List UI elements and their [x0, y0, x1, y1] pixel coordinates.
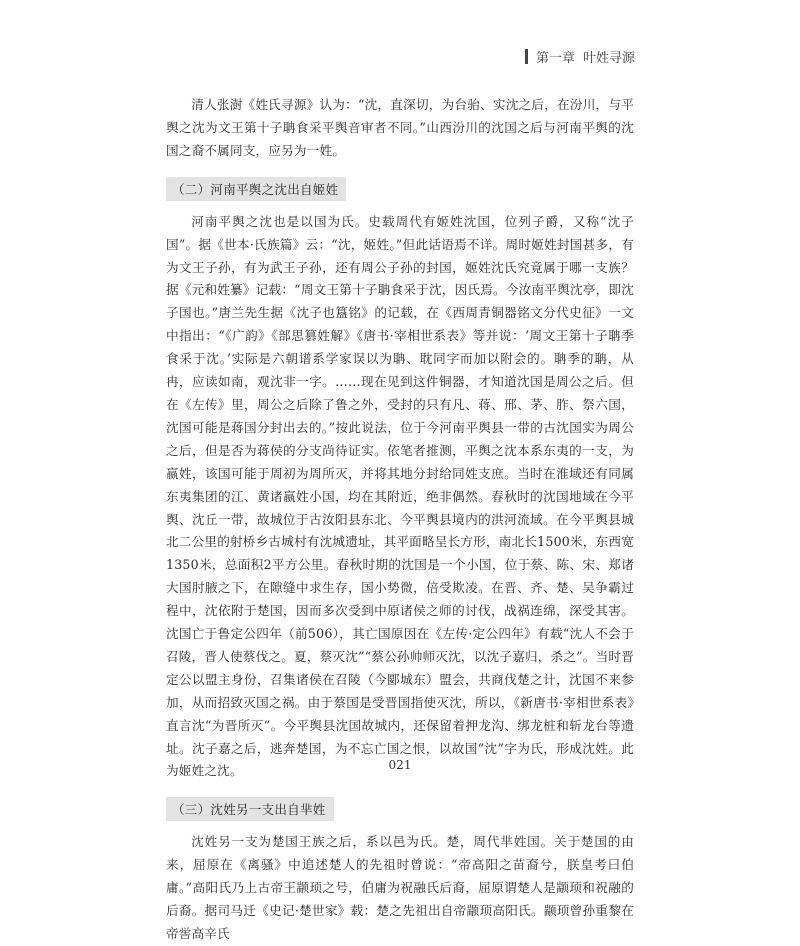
intro-paragraph: 清人张澍《姓氏寻源》认为：“沈，直深切，为台骀、实沈之后，在汾川，与平舆之沈为文王第十子聃食采平舆音审者不同。”山西汾川的沈国之后与河南平舆的沈国之裔不属同支，应另为一姓。: [166, 97, 634, 158]
chapter-title: 叶姓寻源: [582, 51, 635, 66]
running-header: [525, 47, 635, 66]
body-paragraph: 沈姓另一支为楚国王族之后，系以邑为氏。楚，周代芈姓国。关于楚国的由来，屈原在《离骚》中追述楚人的先祖时曾说：“帝高阳之苗裔兮，朕皇考曰伯庸。”高阳氏乃上古帝王颛顼之号，伯庸为祝融氏后裔，屈原谓楚人是颛顼和祝融的后裔。据司马迁《史记·楚世家》载：楚之先祖出自帝颛顼高阳氏。颛顼曾孙重黎在帝喾高辛氏: [166, 834, 634, 941]
page-number: 021: [388, 758, 412, 772]
section-heading-henan: （二）河南平舆之沈出自姬姓: [166, 177, 346, 201]
header-divider-bar: [525, 49, 528, 64]
page-body: [166, 94, 634, 946]
section-heading-mi: （三）沈姓另一支出自芈姓: [166, 797, 334, 821]
chapter-label: 第一章: [535, 51, 575, 66]
body-paragraph: 河南平舆之沈也是以国为氏。史载周代有姬姓沈国，位列子爵，又称“沈子国”。据《世本·氏族篇》云：“沈，姬姓。”但此话语焉不详。周时姬姓封国甚多，有为文王子孙，有为武王子孙，还有周公子孙的封国，姬姓沈氏究竟属于哪一支族？据《元和姓纂》记载：“周文王第十子聃食采于沈，因氏焉。今汝南平舆沈亭，即沈子国也。”唐兰先生据《沈子也簋铭》的记载，在《西周青铜器铭文分代史征》一文中指出：“《广韵》《部思篡姓解》《唐书·宰相世系表》等并说：‘周文王第十子聃季食采于沈。’实际是六朝谱系学家误以为聃、耽同字而加以附会的。聃季的聃，从冉，应读如南，观沈非一字。……现在见到这件铜器，才知道沈国是周公之后。但在《左传》里，周公之后除了鲁之外，受封的只有凡、蒋、邢、茅、胙、祭六国，沈国可能是蒋国分封出去的。”按此说法，位于今河南平舆县一带的古沈国实为周公之后，但是否为蒋侯的分支尚待证实。依笔者推测，平舆之沈本系东夷的一支，为嬴姓，该国可能于周初为周所灭，并将其地分封给同姓支庶。当时在淮域还有同属东夷集团的江、黄诸嬴姓小国，均在其附近，绝非偶然。春秋时的沈国地域在今平舆、沈丘一带，故城位于古汝阳县东北、今平舆县境内的洪河流域。在今平舆县城北二公里的射桥乡古城村有沈城遗址，其平面略呈长方形，南北长1500米，东西宽1350米，总面积2平方公里。春秋时期的沈国是一个小国，位于蔡、陈、宋、郑诸大国肘腋之下，在隙缝中求生存，国小势微，倍受欺凌。在晋、齐、楚、吴争霸过程中，沈依附于楚国，因而多次受到中原诸侯之师的讨伐，战祸连绵，深受其害。沈国亡于鲁定公四年（前506），其亡国原因在《左传·定公四年》有载“沈人不会于召陵，晋人使蔡伐之。夏，蔡灭沈”“蔡公孙帅师灭沈，以沈子嘉归，杀之”。当时晋定公以盟主身份，召集诸侯在召陵（今郾城东）盟会，共商伐楚之计，沈国不来参加，从而招致灭国之祸。由于蔡国是受晋国指使灭沈，所以，《新唐书·宰相世系表》直言沈“为晋所灭”。今平舆县沈国故城内，还保留着押龙沟、绑龙桩和斩龙台等遗址。沈子嘉之后，逃奔楚国，为不忘亡国之恨，以故国“沈”字为氏，形成沈姓。此为姬姓之沈。: [166, 213, 634, 779]
